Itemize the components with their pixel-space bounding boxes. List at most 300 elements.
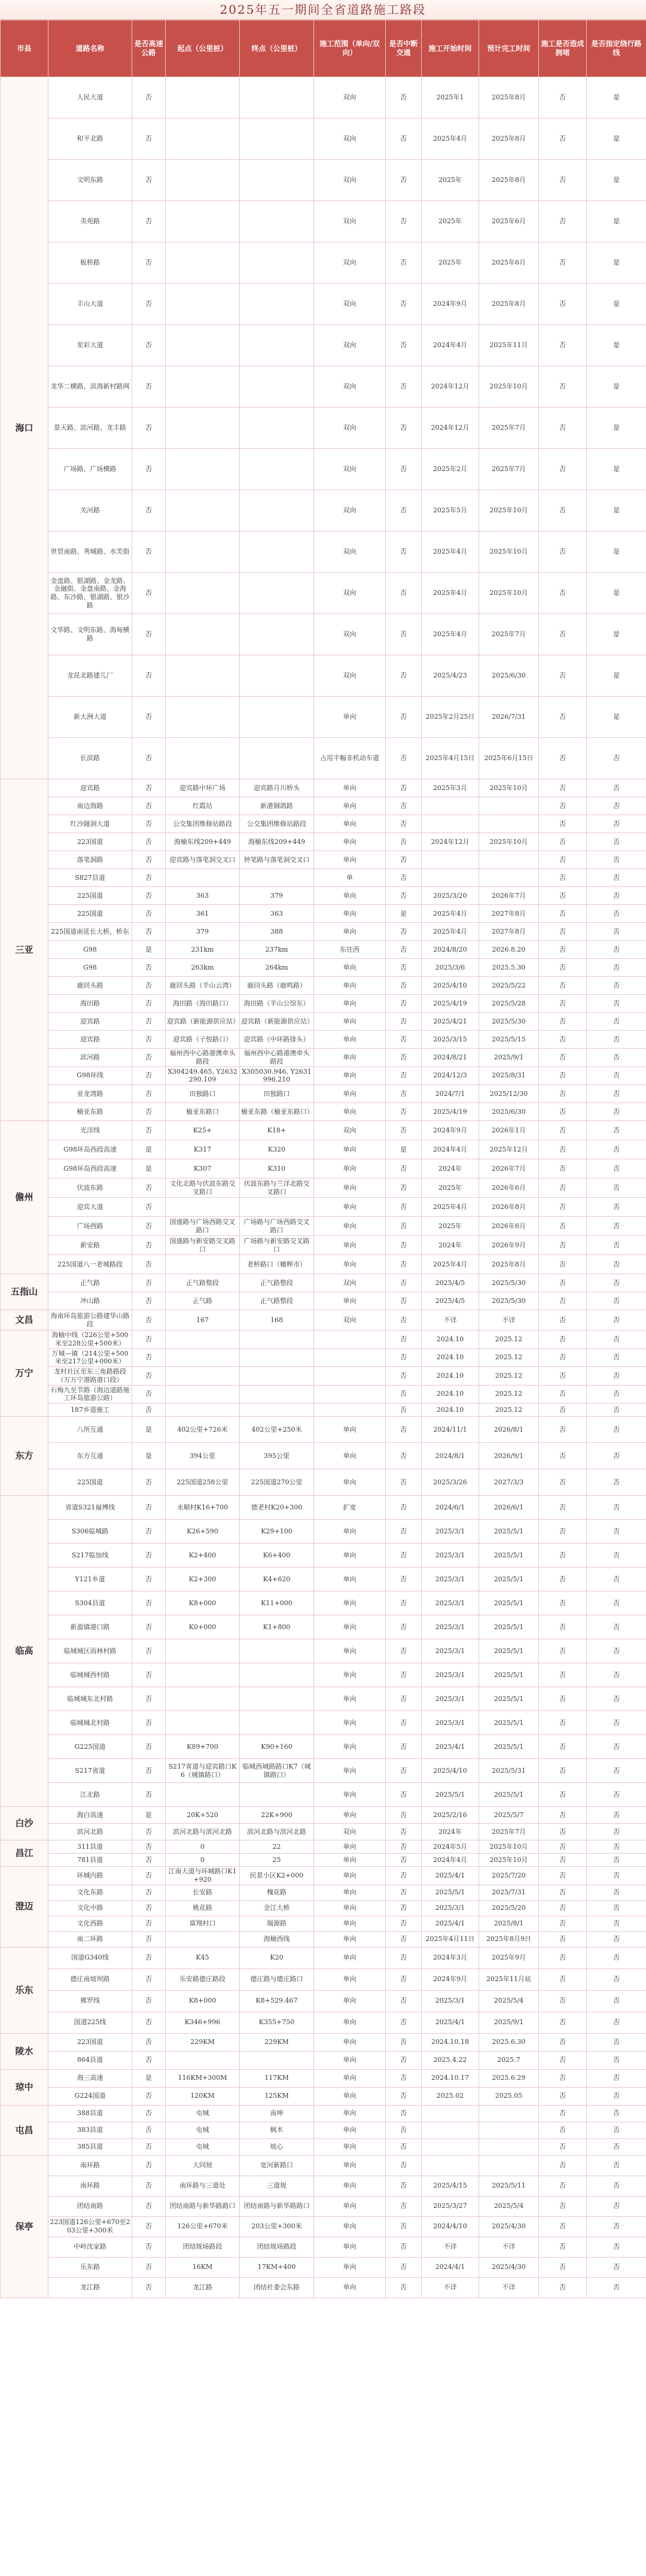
table-cell: 否: [587, 959, 646, 977]
table-cell: [240, 1367, 314, 1386]
table-cell: [479, 2138, 539, 2155]
table-cell: 单向: [314, 1469, 386, 1496]
table-cell: 否: [539, 366, 587, 408]
table-row: [1, 851, 646, 869]
table-cell: [166, 1711, 240, 1735]
table-cell: 2025年10月: [479, 1840, 539, 1854]
table-cell: 否: [386, 1990, 422, 2012]
table-cell: [422, 2105, 479, 2122]
table-cell: 单向: [314, 1013, 386, 1031]
table-cell: 394公里: [166, 1443, 240, 1469]
table-cell: 2025/3/20: [422, 887, 479, 905]
table-cell: 单向: [314, 779, 386, 797]
table-row: [1, 1520, 646, 1544]
table-cell: 单向: [314, 1900, 386, 1916]
table-cell: 否: [539, 2138, 587, 2155]
table-cell: 否: [587, 2069, 646, 2087]
table-cell: 否: [587, 779, 646, 797]
table-cell: 单向: [314, 959, 386, 977]
table-cell: 否: [539, 2176, 587, 2196]
table-cell: 双向: [314, 614, 386, 655]
table-cell: 否: [386, 1292, 422, 1310]
table-cell: K0+000: [166, 1615, 240, 1639]
table-cell: 否: [587, 1735, 646, 1759]
table-cell: [166, 869, 240, 887]
table-cell: 单向: [314, 2138, 386, 2155]
table-cell: 枫木: [240, 2122, 314, 2138]
table-cell: 否: [132, 1198, 166, 1217]
table-cell: 龙江路: [48, 2277, 132, 2298]
table-cell: 2025.05: [479, 2087, 539, 2105]
table-row: [1, 1404, 646, 1417]
table-cell: 否: [587, 1067, 646, 1085]
table-cell: 2025/5/1: [479, 1735, 539, 1759]
table-cell: 2024年: [422, 1159, 479, 1178]
table-cell: 是: [132, 2069, 166, 2087]
table-cell: 2024/4/10: [422, 2216, 479, 2237]
table-cell: [422, 851, 479, 869]
table-cell: 正气路整段: [240, 1274, 314, 1292]
table-cell: 否: [386, 2196, 422, 2216]
table-cell: [166, 201, 240, 242]
column-header: 道路名称: [48, 20, 132, 77]
table-cell: 是: [132, 1807, 166, 1824]
table-cell: 单向: [314, 2155, 386, 2176]
table-cell: [166, 242, 240, 284]
table-row: [1, 77, 646, 119]
table-cell: 否: [587, 1711, 646, 1735]
table-cell: X305030.946, Y2631996.210: [240, 1067, 314, 1085]
table-cell: 德老村K20+300: [240, 1496, 314, 1520]
table-row: [1, 2176, 646, 2196]
table-cell: 否: [132, 2155, 166, 2176]
table-row: [1, 2051, 646, 2069]
table-cell: 单向: [314, 1711, 386, 1735]
table-cell: 否: [386, 1807, 422, 1824]
construction-table: [0, 20, 646, 2298]
table-cell: 否: [539, 1931, 587, 1947]
table-cell: 2025/5/1: [479, 1639, 539, 1663]
table-cell: 单向: [314, 1178, 386, 1198]
table-cell: 否: [132, 366, 166, 408]
table-cell: 2024/4/1: [422, 2257, 479, 2277]
table-cell: 金江大桥: [240, 1900, 314, 1916]
table-cell: 否: [587, 1687, 646, 1711]
table-cell: 双向: [314, 1274, 386, 1292]
table-cell: 双向: [314, 242, 386, 284]
table-cell: 迎宾路: [48, 779, 132, 797]
table-cell: 是: [587, 408, 646, 449]
table-cell: 否: [539, 408, 587, 449]
table-cell: 否: [386, 697, 422, 738]
table-cell: 2025年6月15日: [479, 738, 539, 779]
table-cell: 2025/5/1: [479, 1591, 539, 1615]
table-cell: 2025年10月: [479, 531, 539, 573]
table-cell: 否: [539, 923, 587, 941]
table-cell: 否: [539, 2012, 587, 2033]
table-cell: 是: [587, 284, 646, 325]
table-cell: 25: [240, 1854, 314, 1867]
table-cell: 景天路、滨河路、龙丰路: [48, 408, 132, 449]
table-cell: 否: [132, 2051, 166, 2069]
table-cell: 海榆中线（226公里+500米至228公里+500米）: [48, 1330, 132, 1349]
table-row: [1, 779, 646, 797]
table-cell: 否: [587, 1085, 646, 1103]
table-body: [1, 77, 646, 2298]
table-cell: 否: [132, 1121, 166, 1140]
table-cell: [314, 1330, 386, 1349]
table-cell: [314, 1348, 386, 1367]
table-cell: 2024年5月: [422, 1840, 479, 1854]
table-cell: 迎宾路中环广场: [166, 779, 240, 797]
table-cell: S827县道: [48, 869, 132, 887]
table-cell: 2024.10.18: [422, 2033, 479, 2051]
table-cell: 否: [132, 1900, 166, 1916]
table-cell: 2024年: [422, 1236, 479, 1255]
table-cell: 否: [132, 2277, 166, 2298]
table-cell: 单向: [314, 1544, 386, 1568]
table-row: [1, 1367, 646, 1386]
table-cell: 2025/3/1: [422, 1568, 479, 1591]
table-cell: 单向: [314, 1663, 386, 1687]
table-cell: 否: [386, 449, 422, 490]
table-cell: 否: [132, 2122, 166, 2138]
table-cell: 否: [386, 1916, 422, 1931]
table-cell: 否: [132, 1348, 166, 1367]
table-cell: 否: [132, 1639, 166, 1663]
table-cell: K355+750: [240, 2012, 314, 2033]
table-cell: 2024年12月: [422, 833, 479, 851]
table-cell: [422, 869, 479, 887]
table-cell: 2026年1月: [479, 1121, 539, 1140]
table-cell: [479, 2105, 539, 2122]
table-cell: 单向: [314, 1885, 386, 1900]
table-cell: 否: [539, 1049, 587, 1067]
table-cell: 新盈镇港口路: [48, 1615, 132, 1639]
table-cell: 2024.10: [422, 1385, 479, 1404]
table-cell: 否: [587, 1969, 646, 1990]
table-cell: 单向: [314, 2216, 386, 2237]
table-cell: 2025/5/30: [479, 1292, 539, 1310]
table-cell: 否: [132, 284, 166, 325]
region-cell: 陵水: [1, 2033, 48, 2069]
table-cell: 否: [539, 655, 587, 697]
table-cell: 否: [386, 2122, 422, 2138]
table-cell: 2025年: [422, 1217, 479, 1236]
table-row: [1, 1840, 646, 1854]
table-row: [1, 1348, 646, 1367]
table-cell: 单向: [314, 995, 386, 1013]
table-cell: 2025/5/11: [479, 2176, 539, 2196]
table-cell: 否: [386, 77, 422, 119]
table-cell: 否: [539, 2087, 587, 2105]
table-cell: 否: [386, 1031, 422, 1049]
table-cell: 否: [539, 779, 587, 797]
table-cell: 否: [539, 1615, 587, 1639]
table-cell: 否: [386, 1310, 422, 1330]
table-cell: 否: [539, 614, 587, 655]
table-cell: 单向: [314, 1990, 386, 2012]
table-cell: 2026年9月: [479, 1236, 539, 1255]
table-cell: 否: [539, 2277, 587, 2298]
table-cell: 否: [132, 738, 166, 779]
table-cell: [240, 1783, 314, 1807]
table-row: [1, 1031, 646, 1049]
table-cell: K89+700: [166, 1735, 240, 1759]
table-cell: 双向: [314, 408, 386, 449]
table-row: [1, 160, 646, 201]
table-cell: 是: [587, 655, 646, 697]
table-cell: 龙昆北路建儿厂: [48, 655, 132, 697]
table-cell: [240, 697, 314, 738]
table-cell: 否: [132, 1544, 166, 1568]
table-cell: 否: [386, 1520, 422, 1544]
table-cell: 否: [386, 1330, 422, 1349]
table-cell: 2025.12: [479, 1404, 539, 1417]
table-cell: 大同规: [166, 2155, 240, 2176]
table-cell: 国盛路与广场西路交叉路口: [166, 1217, 240, 1236]
table-cell: 否: [539, 1639, 587, 1663]
table-cell: [422, 2155, 479, 2176]
table-cell: 否: [587, 2122, 646, 2138]
table-cell: 海田路（半山公馆东）: [240, 995, 314, 1013]
table-cell: 榆亚东路（榆亚东路口）: [240, 1103, 314, 1121]
table-cell: 2025年11月底: [479, 1969, 539, 1990]
table-cell: 2025/3/1: [422, 1900, 479, 1916]
table-cell: 168: [240, 1310, 314, 1330]
table-cell: [422, 797, 479, 815]
table-cell: 否: [539, 833, 587, 851]
table-cell: 388: [240, 923, 314, 941]
table-cell: 2025/3/1: [422, 1591, 479, 1615]
table-cell: 否: [132, 887, 166, 905]
table-cell: 否: [132, 977, 166, 995]
table-cell: 和平北路: [48, 119, 132, 160]
table-cell: 否: [587, 2051, 646, 2069]
table-cell: 否: [539, 1840, 587, 1854]
table-cell: 116KM+300M: [166, 2069, 240, 2087]
table-cell: 否: [587, 1049, 646, 1067]
table-cell: 否: [132, 408, 166, 449]
table-cell: G98环岛西段高速: [48, 1159, 132, 1178]
table-cell: 否: [132, 1916, 166, 1931]
table-row: [1, 1292, 646, 1310]
table-cell: [166, 1687, 240, 1711]
region-cell: 乐东: [1, 1947, 48, 2033]
table-cell: 否: [386, 1404, 422, 1417]
table-cell: 否: [587, 1916, 646, 1931]
table-cell: 否: [386, 1969, 422, 1990]
table-cell: 否: [539, 1711, 587, 1735]
table-cell: 否: [587, 1031, 646, 1049]
table-cell: 2024年: [422, 1824, 479, 1840]
table-cell: 否: [386, 1568, 422, 1591]
column-header: 市县: [1, 20, 48, 77]
table-cell: 否: [386, 1121, 422, 1140]
table-cell: 否: [386, 2277, 422, 2298]
table-row: [1, 2012, 646, 2033]
table-cell: 2025/6/30: [479, 655, 539, 697]
table-cell: [166, 2051, 240, 2069]
table-cell: 否: [587, 1931, 646, 1947]
table-cell: 否: [386, 941, 422, 959]
table-cell: 单向: [314, 2196, 386, 2216]
table-cell: 龙江路: [166, 2277, 240, 2298]
table-row: [1, 449, 646, 490]
table-cell: 单向: [314, 2176, 386, 2196]
table-cell: G98: [48, 959, 132, 977]
table-cell: 双向: [314, 490, 386, 531]
table-cell: 广场路与广场西路交叉路口: [240, 1217, 314, 1236]
table-cell: 否: [539, 941, 587, 959]
table-cell: 否: [132, 1085, 166, 1103]
table-cell: [240, 242, 314, 284]
table-cell: 落笔洞路: [48, 851, 132, 869]
table-cell: 否: [132, 325, 166, 366]
table-cell: 2025年4月: [422, 1255, 479, 1274]
region-cell: 海口: [1, 77, 48, 779]
table-cell: 双向: [314, 284, 386, 325]
table-row: [1, 905, 646, 923]
table-cell: 否: [587, 995, 646, 1013]
table-cell: 否: [587, 1443, 646, 1469]
table-cell: 正气路: [166, 1292, 240, 1310]
table-cell: 否: [587, 1178, 646, 1198]
table-cell: 否: [587, 1900, 646, 1916]
table-cell: 瑞源路: [240, 1916, 314, 1931]
table-cell: 是: [587, 201, 646, 242]
table-cell: 否: [386, 1049, 422, 1067]
table-cell: 2025/4/15: [422, 2176, 479, 2196]
table-cell: 否: [386, 1639, 422, 1663]
table-cell: 2025年4月: [422, 905, 479, 923]
table-cell: 环城内路: [48, 1867, 132, 1885]
table-cell: 钟笔路与落笔洞交叉口: [240, 851, 314, 869]
table-cell: 公交集团维修站路段: [166, 815, 240, 833]
table-row: [1, 1711, 646, 1735]
table-cell: 否: [539, 905, 587, 923]
table-cell: 屯城: [166, 2122, 240, 2138]
table-cell: 2025年10月: [479, 366, 539, 408]
table-cell: 否: [587, 1591, 646, 1615]
table-cell: 海白高速: [48, 1807, 132, 1824]
table-cell: 2025年4月: [422, 119, 479, 160]
table-cell: 国道G340线: [48, 1947, 132, 1969]
table-cell: 否: [539, 242, 587, 284]
table-cell: 单向: [314, 1735, 386, 1759]
table-cell: 双向: [314, 1824, 386, 1840]
table-cell: 海南环岛旅游公路建华山路段: [48, 1310, 132, 1330]
table-cell: 402公里+250米: [240, 1417, 314, 1443]
table-cell: 2025/3/15: [422, 1031, 479, 1049]
table-cell: 379: [166, 923, 240, 941]
table-cell: 单向: [314, 1969, 386, 1990]
table-cell: 否: [587, 905, 646, 923]
table-cell: 2025年10月: [479, 1854, 539, 1867]
table-cell: 否: [132, 697, 166, 738]
table-cell: 否: [587, 738, 646, 779]
table-cell: 否: [539, 1916, 587, 1931]
table-cell: 否: [587, 1469, 646, 1496]
table-row: [1, 408, 646, 449]
table-cell: 2025/4/30: [479, 2257, 539, 2277]
table-cell: 2024/11/1: [422, 1417, 479, 1443]
table-cell: 不详: [422, 1310, 479, 1330]
table-cell: 2025/3/6: [422, 959, 479, 977]
table-row: [1, 1639, 646, 1663]
table-row: [1, 1198, 646, 1217]
table-row: [1, 1591, 646, 1615]
table-cell: [479, 851, 539, 869]
table-cell: 海田路: [48, 995, 132, 1013]
column-header: 是否指定绕行路线: [587, 20, 646, 77]
table-cell: 否: [539, 2196, 587, 2216]
table-cell: 2025/5/20: [479, 1900, 539, 1916]
table-row: [1, 2105, 646, 2122]
table-cell: 2025/5/28: [479, 995, 539, 1013]
table-cell: [166, 449, 240, 490]
table-cell: 是: [587, 573, 646, 614]
table-cell: 团结南路: [48, 2196, 132, 2216]
table-cell: 单向: [314, 1031, 386, 1049]
table-cell: 2024年4月: [422, 1140, 479, 1159]
table-cell: 否: [386, 1867, 422, 1885]
table-cell: 临城西城路路口K7（城镇路口）: [240, 1759, 314, 1783]
table-cell: 否: [539, 1292, 587, 1310]
table-cell: 否: [539, 1159, 587, 1178]
table-cell: 是: [386, 1140, 422, 1159]
table-cell: [240, 366, 314, 408]
table-cell: 否: [132, 1049, 166, 1067]
table-cell: 否: [539, 815, 587, 833]
table-cell: 2025年1: [422, 77, 479, 119]
table-cell: 2025年: [422, 201, 479, 242]
table-cell: 2025/5/31: [479, 1759, 539, 1783]
table-cell: S304县道: [48, 1591, 132, 1615]
table-row: [1, 977, 646, 995]
table-cell: 2024/8/20: [422, 941, 479, 959]
table-cell: 否: [386, 1469, 422, 1496]
table-cell: 363: [240, 905, 314, 923]
table-cell: K25+: [166, 1121, 240, 1140]
table-cell: 单向: [314, 1103, 386, 1121]
table-cell: 2025年10月: [479, 573, 539, 614]
table-cell: 否: [587, 797, 646, 815]
table-cell: 225国道: [48, 1469, 132, 1496]
table-cell: 120KM: [166, 2087, 240, 2105]
table-cell: 东方互通: [48, 1443, 132, 1469]
table-cell: 临城城北村路: [48, 1711, 132, 1735]
table-cell: 2026年6月: [479, 1217, 539, 1236]
table-cell: 海榆西线: [240, 1931, 314, 1947]
table-cell: [240, 160, 314, 201]
table-cell: 佛罗线: [48, 1990, 132, 2012]
table-cell: 南环路: [48, 2155, 132, 2176]
table-cell: 双向: [314, 160, 386, 201]
table-row: [1, 1759, 646, 1783]
table-row: [1, 1824, 646, 1840]
table-cell: 人民大道: [48, 77, 132, 119]
table-cell: 2025/5/1: [422, 1783, 479, 1807]
table-cell: 否: [587, 1615, 646, 1639]
table-cell: [166, 284, 240, 325]
table-cell: [240, 869, 314, 887]
table-cell: 否: [587, 2216, 646, 2237]
table-cell: 否: [539, 1735, 587, 1759]
table-cell: 否: [587, 1783, 646, 1807]
table-cell: 2025年7月: [479, 1824, 539, 1840]
table-cell: 伏波东路与兰洋北路交叉路口: [240, 1178, 314, 1198]
